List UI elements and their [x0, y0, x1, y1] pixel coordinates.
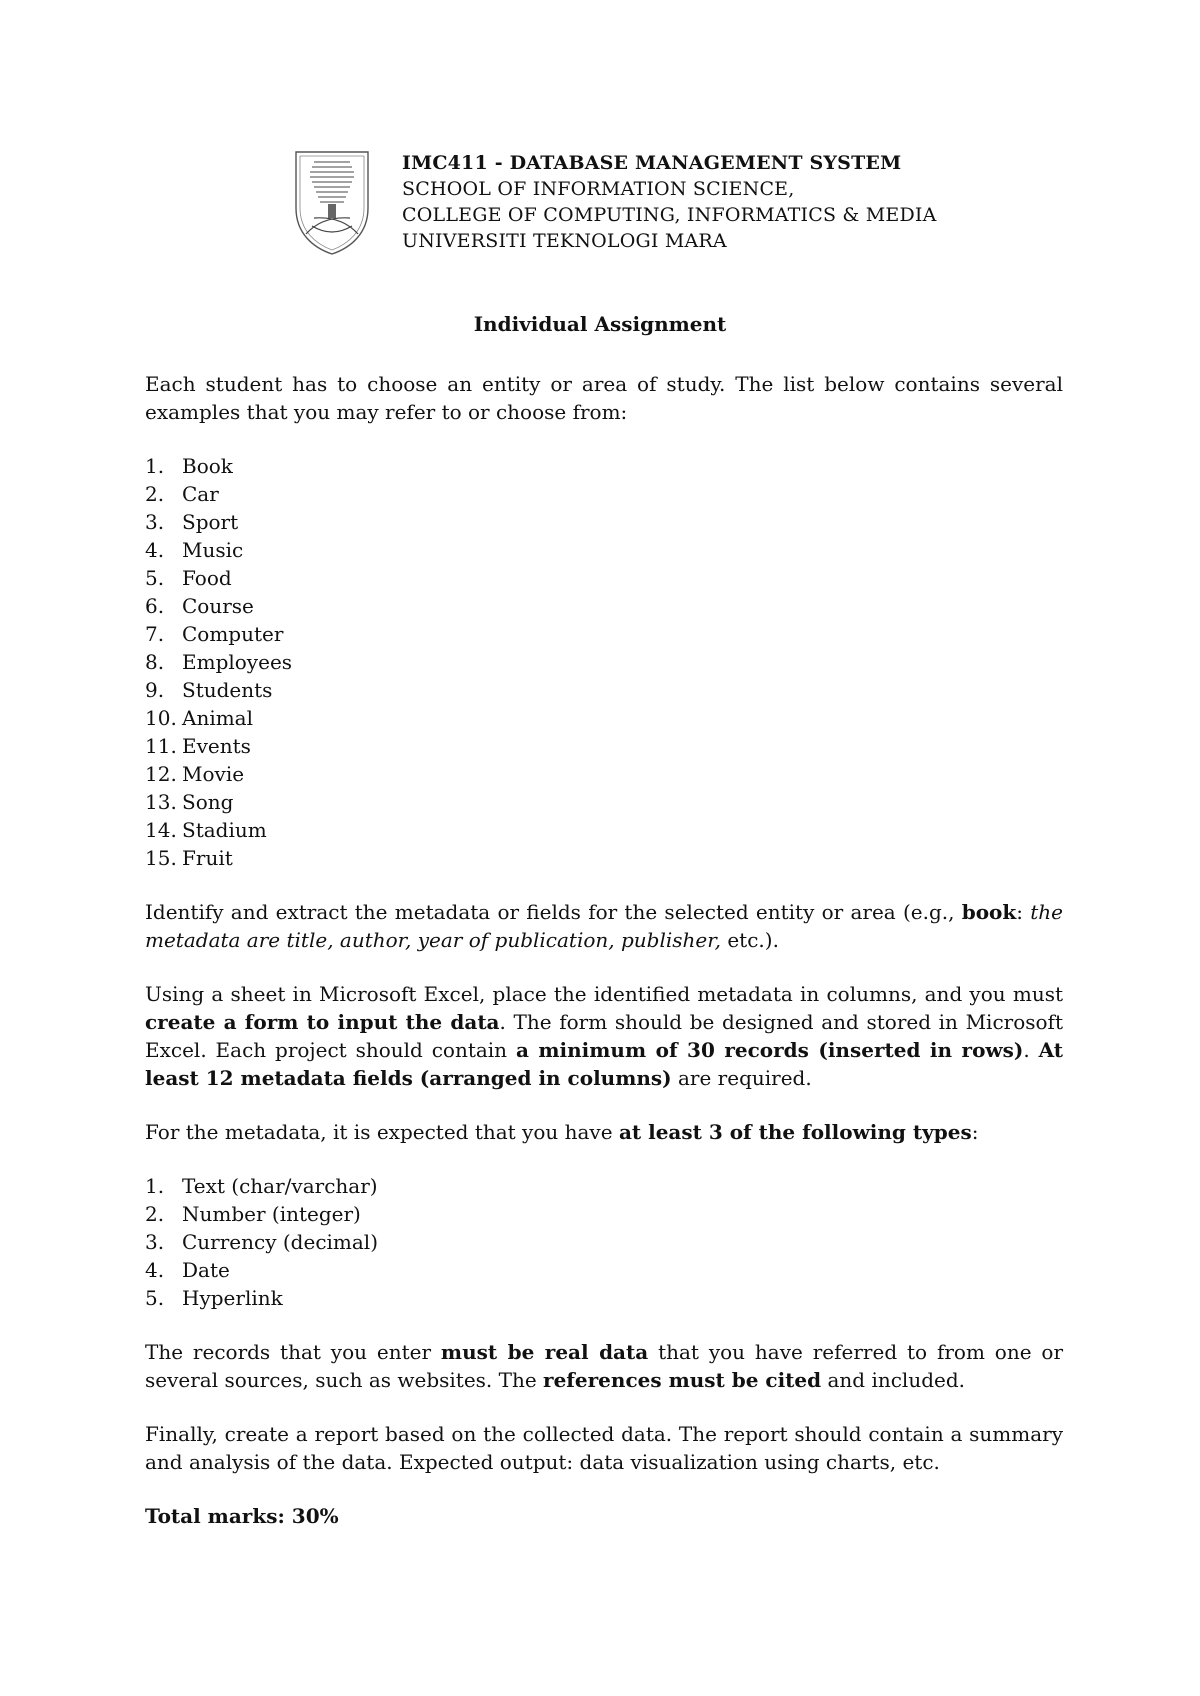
list-item: 4. Music — [145, 538, 244, 562]
list-item: 2. Number (integer) — [145, 1202, 361, 1226]
list-item: 3. Sport — [145, 510, 239, 534]
list-item: 13. Song — [145, 790, 234, 814]
school-name: SCHOOL OF INFORMATION SCIENCE, — [402, 178, 795, 200]
intro-paragraph: Each student has to choose an entity or area of study. The list below contains several examples that you may refer to or choose from: — [145, 372, 1063, 424]
list-item: 2. Car — [145, 482, 219, 506]
types-intro-paragraph: For the metadata, it is expected that you have at least 3 of the following types: — [145, 1120, 979, 1144]
records-paragraph: The records that you enter must be real data that you have referred to from one or several sources, such as websites. The references must be cited and included. — [145, 1340, 1064, 1392]
total-marks: Total marks: 30% — [145, 1504, 339, 1528]
list-item: 3. Currency (decimal) — [145, 1230, 379, 1254]
list-item: 8. Employees — [145, 650, 293, 674]
list-item: 5. Hyperlink — [145, 1286, 283, 1310]
course-title: IMC411 - DATABASE MANAGEMENT SYSTEM — [402, 152, 902, 174]
college-name: COLLEGE OF COMPUTING, INFORMATICS & MEDIA — [402, 204, 937, 226]
list-item: 1. Text (char/varchar) — [145, 1174, 378, 1198]
types-list — [145, 1172, 1063, 1312]
list-item: 7. Computer — [145, 622, 284, 646]
list-item: 14. Stadium — [145, 818, 267, 842]
list-item: 5. Food — [145, 566, 232, 590]
document-header — [292, 146, 1052, 256]
university-name: UNIVERSITI TEKNOLOGI MARA — [402, 230, 727, 252]
identify-paragraph: Identify and extract the metadata or fields for the selected entity or area (e.g., book: the metadata are title, author, year of publication, publisher, etc.). — [145, 900, 1063, 952]
list-item: 6. Course — [145, 594, 254, 618]
entity-list — [145, 452, 1063, 872]
list-item: 10. Animal — [145, 706, 254, 730]
document-title: Individual Assignment — [473, 312, 727, 336]
list-item: 15. Fruit — [145, 846, 233, 870]
excel-paragraph: Using a sheet in Microsoft Excel, place the identified metadata in columns, and you must create a form to input the data. The form should be designed and stored in Microsoft Excel. Each project should contain a minimum of 30 records (inserted in rows). At least 12 metadata fields (arranged in columns) are required. — [145, 982, 1063, 1090]
document-body — [145, 370, 1063, 1556]
report-paragraph: Finally, create a report based on the collected data. The report should contain a summary and analysis of the data. Expected output: data visualization using charts, etc. — [145, 1422, 1063, 1474]
list-item: 1. Book — [145, 454, 233, 478]
list-item: 9. Students — [145, 678, 273, 702]
list-item: 4. Date — [145, 1258, 230, 1282]
list-item: 12. Movie — [145, 762, 245, 786]
university-logo-icon — [292, 146, 372, 256]
header-text — [402, 150, 937, 254]
list-item: 11. Events — [145, 734, 251, 758]
